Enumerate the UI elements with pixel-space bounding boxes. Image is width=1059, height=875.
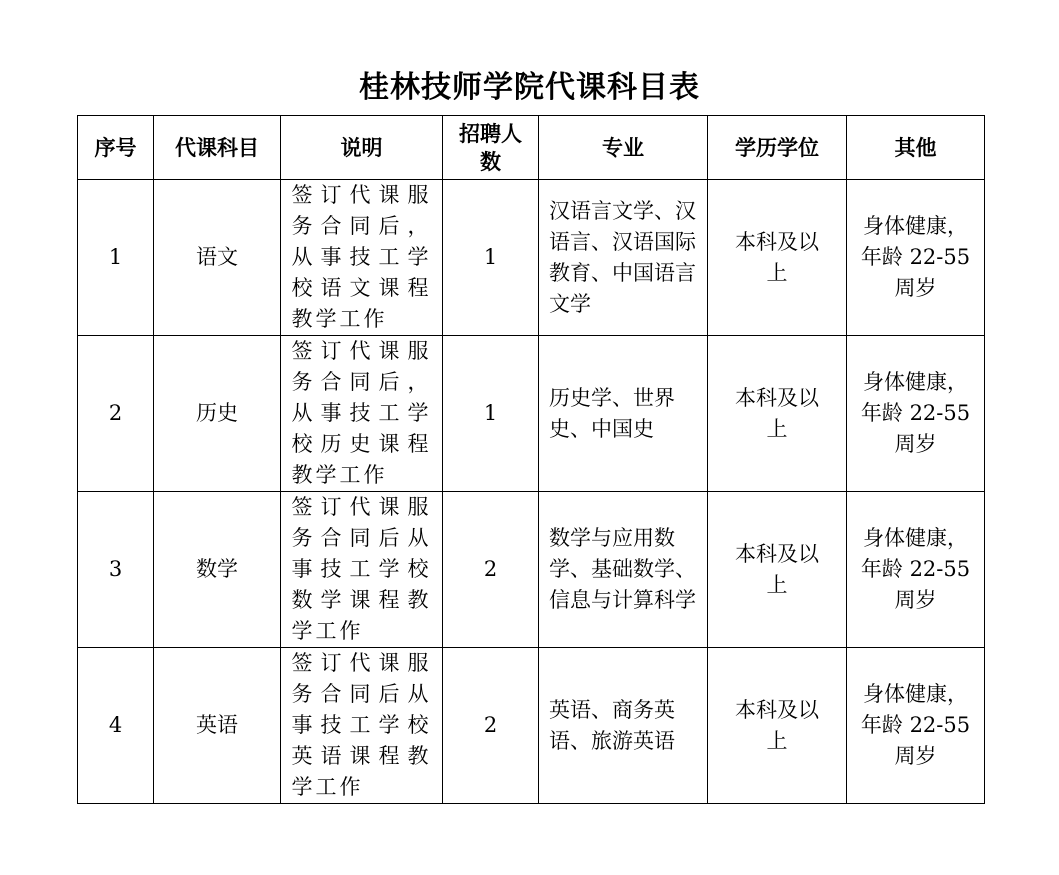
cell-other <box>847 180 985 336</box>
course-table <box>77 115 985 804</box>
degree-text: 本科及以上 <box>735 541 819 597</box>
table-row <box>78 492 985 648</box>
cell-description <box>281 492 443 648</box>
cell-subject: 英语 <box>154 648 281 804</box>
header-count <box>443 116 539 180</box>
header-description: 说明 <box>281 116 443 180</box>
cell-degree <box>708 492 847 648</box>
other-text: 身体健康，年龄 22-55 周岁 <box>860 214 971 300</box>
table-row <box>78 648 985 804</box>
degree-text: 本科及以上 <box>735 697 819 753</box>
other-text: 身体健康，年龄 22-55 周岁 <box>860 370 971 456</box>
cell-index: 3 <box>78 492 154 648</box>
degree-text: 本科及以上 <box>735 229 819 285</box>
cell-subject: 语文 <box>154 180 281 336</box>
major-text: 汉语言文学、汉语言、汉语国际教育、中国语言文学 <box>549 198 696 316</box>
cell-other <box>847 336 985 492</box>
cell-other <box>847 648 985 804</box>
cell-count: 2 <box>443 648 539 804</box>
description-text: 签订代课服务合同后，从事技工学校历史课程教学工作 <box>291 339 432 487</box>
other-text: 身体健康，年龄 22-55 周岁 <box>860 526 971 612</box>
cell-degree <box>708 648 847 804</box>
cell-index: 4 <box>78 648 154 804</box>
major-text: 英语、商务英语、旅游英语 <box>549 697 675 753</box>
cell-other <box>847 492 985 648</box>
cell-major <box>539 648 708 804</box>
cell-major <box>539 492 708 648</box>
page-title: 桂林技师学院代课科目表 <box>359 70 700 105</box>
cell-subject: 历史 <box>154 336 281 492</box>
cell-subject: 数学 <box>154 492 281 648</box>
header-row <box>78 116 985 180</box>
cell-count: 2 <box>443 492 539 648</box>
table-row <box>78 336 985 492</box>
cell-major <box>539 180 708 336</box>
cell-index: 2 <box>78 336 154 492</box>
header-major: 专业 <box>539 116 708 180</box>
header-subject: 代课科目 <box>154 116 281 180</box>
description-text: 签订代课服务合同后，从事技工学校语文课程教学工作 <box>291 183 432 331</box>
header-other: 其他 <box>847 116 985 180</box>
degree-text: 本科及以上 <box>735 385 819 441</box>
table-row <box>78 180 985 336</box>
cell-description <box>281 336 443 492</box>
description-text: 签订代课服务合同后从事技工学校英语课程教学工作 <box>291 651 432 799</box>
cell-description <box>281 180 443 336</box>
header-index: 序号 <box>78 116 154 180</box>
cell-major <box>539 336 708 492</box>
other-text: 身体健康，年龄 22-55 周岁 <box>860 682 971 768</box>
major-text: 数学与应用数学、基础数学、信息与计算科学 <box>549 526 696 612</box>
cell-degree <box>708 336 847 492</box>
header-count-label: 招聘人数 <box>459 121 522 174</box>
major-text: 历史学、世界史、中国史 <box>549 385 675 441</box>
cell-description <box>281 648 443 804</box>
cell-count: 1 <box>443 336 539 492</box>
description-text: 签订代课服务合同后从事技工学校数学课程教学工作 <box>291 495 432 643</box>
cell-degree <box>708 180 847 336</box>
header-degree: 学历学位 <box>708 116 847 180</box>
cell-count: 1 <box>443 180 539 336</box>
cell-index: 1 <box>78 180 154 336</box>
